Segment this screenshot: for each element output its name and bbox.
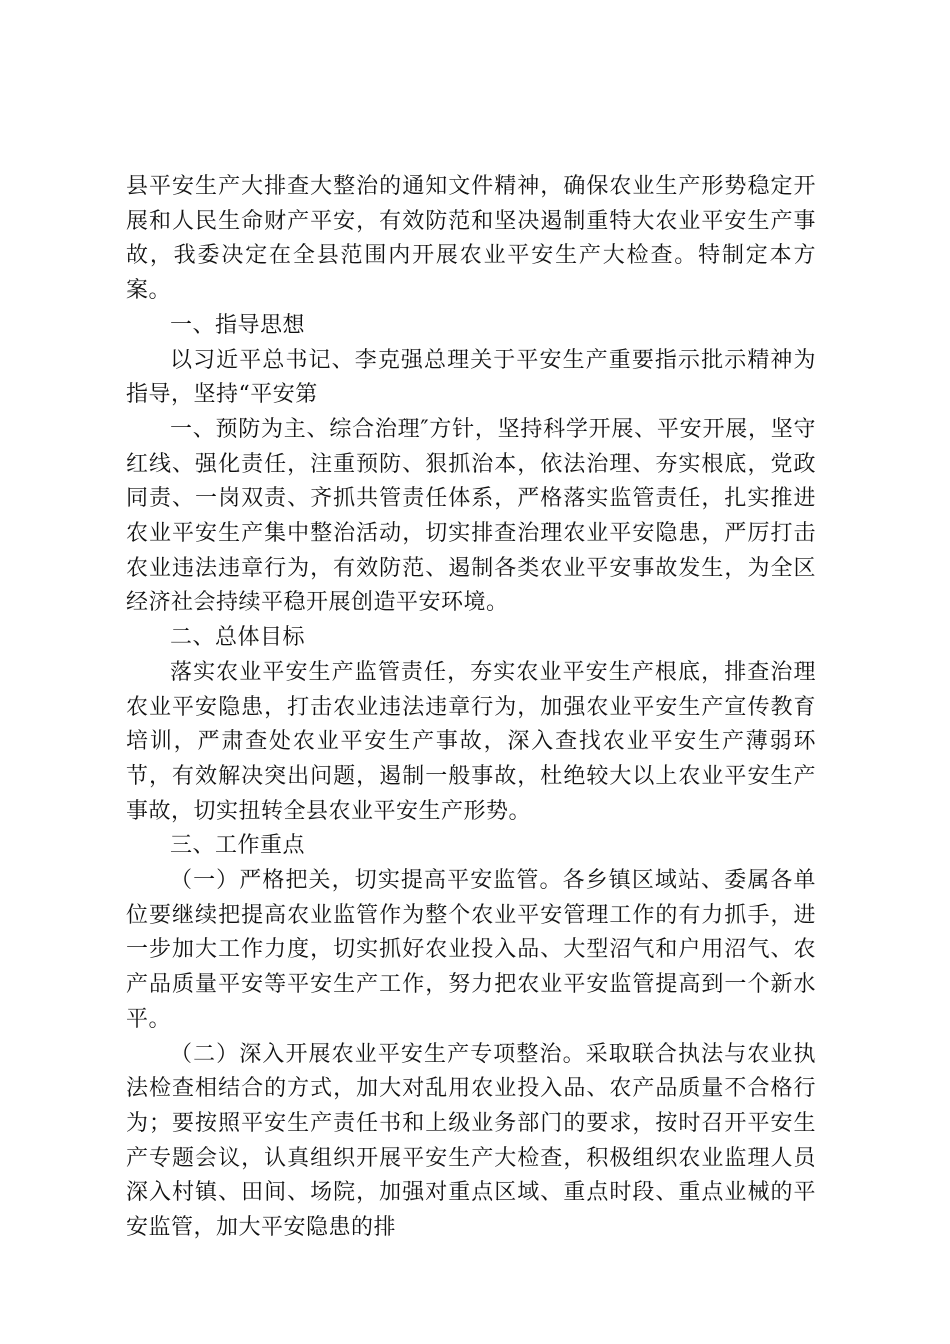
section-heading-guiding-ideology: 一、指导思想 [170, 312, 306, 338]
section-heading-overall-goal: 二、总体目标 [170, 625, 306, 651]
guiding-ideology-paragraph-2: 一、预防为主、综合治理″方针，坚持科学开展、平安开展，坚守红线、强化责任，注重预防、狠抓治本，依法治理、夯实根底，党政同责、一岗双责、齐抓共管责任体系，严格落实监管责任，扎实推进农业平安生产集中整治活动，切实排查治理农业平安隐患，严厉打击农业违法违章行为，有效防范、遏制各类农业平安事故发生，为全区经济社会持续平稳开展创造平安环境。 [126, 416, 816, 616]
overall-goal-paragraph: 落实农业平安生产监管责任，夯实农业平安生产根底，排查治理农业平安隐患，打击农业违法违章行为，加强农业平安生产宣传教育培训，严肃查处农业平安生产事故，深入查找农业平安生产薄弱环节，有效解决突出问题，遏制一般事故，杜绝较大以上农业平安生产事故，切实扭转全县农业平安生产形势。 [126, 659, 816, 824]
work-focus-item-2: （二）深入开展农业平安生产专项整治。采取联合执法与农业执法检查相结合的方式，加大对乱用农业投入品、农产品质量不合格行为；要按照平安生产责任书和上级业务部门的要求，按时召开平安生产专题会议，认真组织开展平安生产大检查，积极组织农业监理人员深入村镇、田间、场院，加强对重点区域、重点时段、重点业械的平安监管，加大平安隐患的排 [126, 1041, 816, 1241]
section-heading-work-focus: 三、工作重点 [170, 833, 306, 859]
work-focus-item-1: （一）严格把关，切实提高平安监管。各乡镇区域站、委属各单位要继续把提高农业监管作为整个农业平安管理工作的有力抓手，进一步加大工作力度，切实抓好农业投入品、大型沼气和户用沼气、农产品质量平安等平安生产工作，努力把农业平安监管提高到一个新水平。 [126, 868, 816, 1032]
guiding-ideology-paragraph-1: 以习近平总书记、李克强总理关于平安生产重要指示批示精神为指导，坚持“平安第 [126, 347, 816, 408]
document-body [126, 170, 816, 1246]
intro-paragraph: 县平安生产大排查大整治的通知文件精神，确保农业生产形势稳定开展和人民生命财产平安，有效防范和坚决遏制重特大农业平安生产事故，我委决定在全县范围内开展农业平安生产大检查。特制定本方案。 [126, 174, 816, 304]
